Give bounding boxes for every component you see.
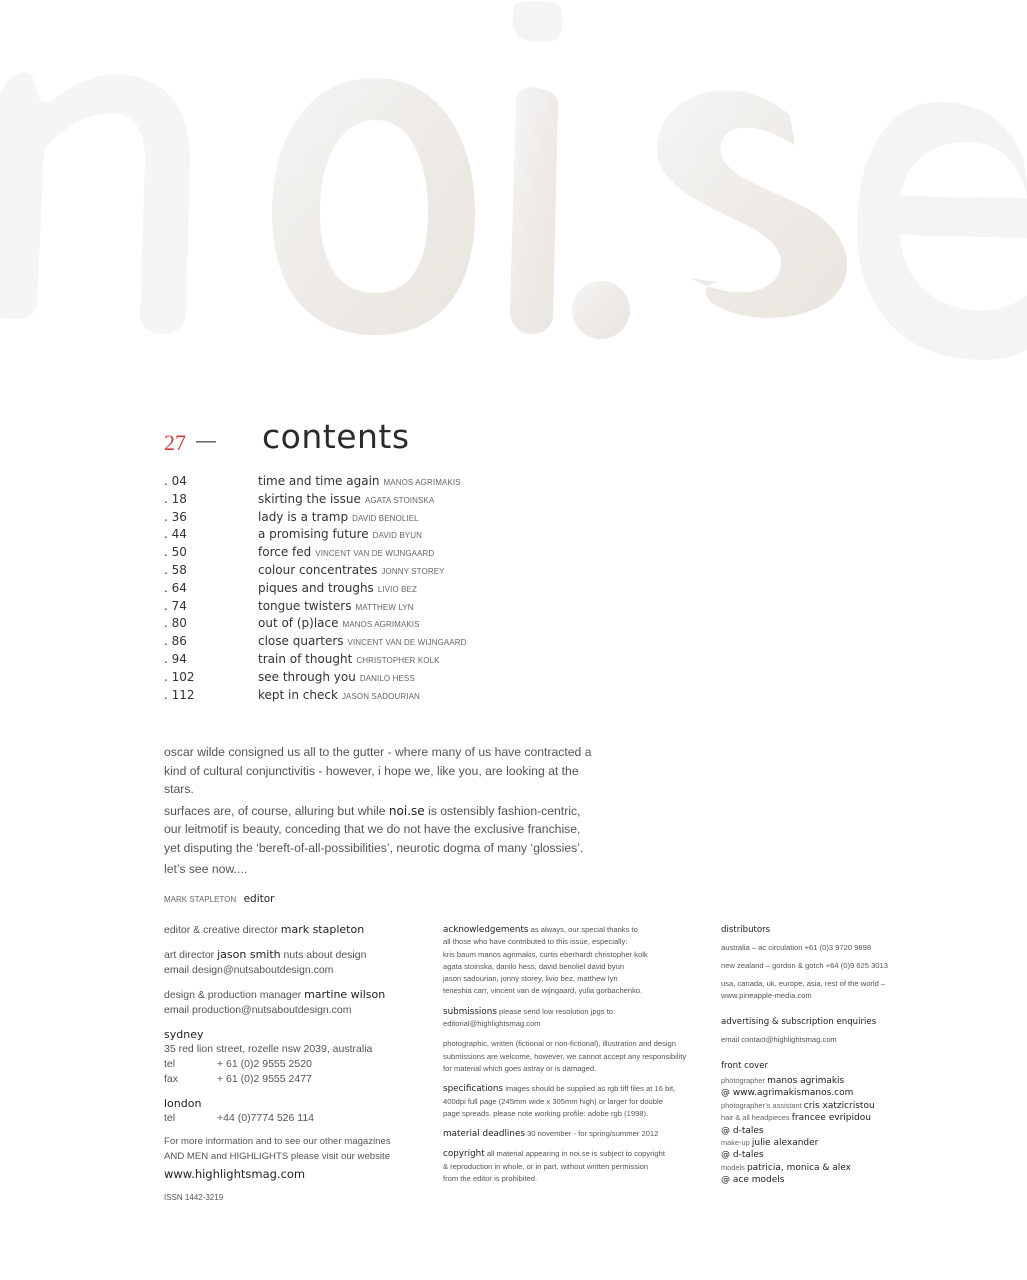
article-author: DANILO HESS bbox=[359, 673, 415, 683]
email-link[interactable]: email production@nutsaboutdesign.com bbox=[164, 1004, 352, 1016]
contents-list bbox=[164, 474, 564, 705]
editor-credit bbox=[164, 922, 434, 938]
submissions bbox=[443, 1006, 718, 1031]
text: For more information and to see our other magazines bbox=[164, 1136, 391, 1147]
editor-signoff bbox=[164, 889, 624, 910]
credit-agency: @ ace models bbox=[721, 1175, 785, 1186]
list-item[interactable] bbox=[164, 492, 564, 510]
article-title: force fed bbox=[258, 545, 312, 560]
heading: acknowledgements bbox=[443, 925, 529, 935]
credit-line bbox=[721, 1162, 921, 1174]
name: mark stapleton bbox=[280, 923, 365, 936]
article-author: JASON SADOURIAN bbox=[341, 691, 420, 701]
article-title: piques and troughs bbox=[258, 580, 374, 595]
distribution-column bbox=[721, 924, 921, 1187]
name: jason smith bbox=[217, 948, 281, 961]
article-title: a promising future bbox=[258, 527, 369, 542]
list-item[interactable] bbox=[164, 545, 564, 563]
text: yet disputing the ‘bereft-of-all-possibilities’, neurotic dogma of many ‘glossies’. bbox=[164, 840, 584, 855]
page-number: . 64 bbox=[164, 580, 187, 595]
article-title: see through you bbox=[258, 669, 356, 684]
list-item[interactable] bbox=[164, 474, 564, 492]
credit-line bbox=[721, 1174, 921, 1186]
text: & reproduction in whole, or in part, without written permission bbox=[443, 1161, 649, 1171]
page-number: . 112 bbox=[164, 687, 195, 702]
website-link[interactable]: www.highlightsmag.com bbox=[164, 1167, 306, 1181]
distributor-australia: australia – ac circulation +61 (0)3 9720 9898 bbox=[721, 943, 872, 952]
article-author: MANOS AGRIMAKIS bbox=[342, 620, 420, 630]
article-author: CHRISTOPHER KOLK bbox=[356, 655, 440, 665]
email-link[interactable]: email design@nutsaboutdesign.com bbox=[164, 964, 334, 976]
name: martine wilson bbox=[304, 988, 386, 1001]
heading: specifications bbox=[443, 1084, 504, 1095]
issue-number: 27 bbox=[164, 430, 186, 455]
article-author: VINCENT VAN DE WIJNGAARD bbox=[347, 638, 467, 648]
front-cover-credits bbox=[721, 1075, 921, 1187]
text: all material appearing in noi.se is subject to copyright bbox=[486, 1149, 665, 1159]
credit-line bbox=[721, 1125, 921, 1137]
list-item[interactable] bbox=[164, 688, 564, 706]
material-deadlines bbox=[443, 1128, 718, 1140]
page-number: . 86 bbox=[164, 634, 187, 649]
article-author: DAVID BENOLIEL bbox=[352, 513, 419, 523]
text: kris baum manos agrimakis, curtis eberhardt christopher kolk bbox=[443, 949, 648, 959]
text: usa, canada, uk, europe, asia, rest of the world – bbox=[721, 979, 886, 988]
credit-line bbox=[721, 1112, 921, 1124]
email-link[interactable]: editorial@highlightsmag.com bbox=[443, 1019, 541, 1029]
article-title: out of (p)lace bbox=[258, 616, 339, 631]
article-author: MATTHEW LYN bbox=[355, 602, 414, 612]
text: as always, our special thanks to bbox=[530, 925, 638, 934]
list-item[interactable] bbox=[164, 652, 564, 670]
editor-role: editor bbox=[243, 892, 275, 905]
article-author: MANOS AGRIMAKIS bbox=[383, 478, 461, 487]
text: for material which goes astray or is damaged. bbox=[443, 1063, 597, 1073]
article-title: kept in check bbox=[258, 687, 338, 702]
text: submissions are welcome, however, we cannot accept any responsibility bbox=[443, 1051, 687, 1061]
page-number: . 18 bbox=[164, 491, 187, 506]
article-title: skirting the issue bbox=[258, 491, 361, 506]
text: photographic, written (fictional or non-fictional), illustration and design bbox=[443, 1039, 676, 1049]
page-number: . 04 bbox=[164, 474, 187, 488]
more-info bbox=[164, 1135, 434, 1164]
text: images should be supplied as rgb tiff files at 16 bit, bbox=[505, 1084, 676, 1094]
credit-agency: @ d-tales bbox=[721, 1150, 764, 1161]
advertising-heading: advertising & subscription enquiries bbox=[721, 1017, 877, 1027]
editorial-paragraph-1: oscar wilde consigned us all to the gutter - where many of us have contracted a kind of cultural conjunctivitis - however, i hope we, like you, are looking at the stars. bbox=[164, 745, 592, 796]
page-title: contents bbox=[262, 417, 410, 456]
credit-line bbox=[721, 1137, 921, 1149]
issue-dash: — bbox=[196, 430, 216, 452]
sydney-office bbox=[164, 1027, 434, 1087]
credit-link[interactable]: @ www.agrimakismanos.com bbox=[721, 1088, 854, 1099]
list-item[interactable] bbox=[164, 563, 564, 581]
issn: ISSN 1442-3219 bbox=[164, 1193, 224, 1202]
article-author: VINCENT VAN DE WIJNGAARD bbox=[315, 549, 435, 559]
production-credit bbox=[164, 987, 434, 1018]
label: tel bbox=[164, 1058, 176, 1070]
page-number: . 58 bbox=[164, 562, 187, 577]
article-author: AGATA STOINSKA bbox=[364, 495, 435, 505]
info-column bbox=[443, 924, 718, 1193]
credit-role: photographer’s assistant bbox=[721, 1100, 802, 1110]
page-number: . 94 bbox=[164, 651, 187, 666]
list-item[interactable] bbox=[164, 670, 564, 688]
phone: + 61 (0)2 9555 2520 bbox=[217, 1058, 312, 1070]
credit-name: manos agrimakis bbox=[767, 1076, 845, 1086]
website-link[interactable]: www.pineapple-media.com bbox=[721, 991, 812, 1000]
list-item[interactable] bbox=[164, 634, 564, 652]
credit-role: models bbox=[721, 1162, 745, 1172]
art-director-credit bbox=[164, 947, 434, 978]
editorial-paragraph-2 bbox=[164, 802, 624, 858]
noise-logo-artwork bbox=[0, 0, 1027, 380]
editorial-paragraph-3: let’s see now.... bbox=[164, 862, 248, 876]
article-author: DAVID BYUN bbox=[372, 531, 422, 541]
text: surfaces are, of course, alluring but while bbox=[164, 803, 389, 818]
article-title: lady is a tramp bbox=[258, 509, 349, 524]
list-item[interactable] bbox=[164, 616, 564, 634]
credit-name: cris xatzicristou bbox=[803, 1100, 875, 1111]
article-title: time and time again bbox=[258, 474, 380, 488]
masthead-column bbox=[164, 922, 434, 1205]
credit-role: photographer bbox=[721, 1076, 765, 1085]
london-office bbox=[164, 1096, 434, 1126]
page-number: . 50 bbox=[164, 545, 187, 560]
hero-wordmark bbox=[0, 0, 1027, 380]
text: from the editor is prohibited. bbox=[443, 1174, 538, 1184]
article-title: close quarters bbox=[258, 634, 344, 649]
credit-role: make-up bbox=[721, 1138, 750, 1148]
credit-line bbox=[721, 1149, 921, 1161]
credit-name: julie alexander bbox=[751, 1138, 819, 1149]
heading: submissions bbox=[443, 1006, 497, 1017]
page-number: . 102 bbox=[164, 669, 195, 684]
page-number: . 74 bbox=[164, 598, 187, 613]
text: jason sadourian, jonny storey, livio bez, matthew lyn bbox=[443, 974, 618, 984]
page-number: . 80 bbox=[164, 616, 187, 631]
text: page spreads. please note working profile: adobe rgb (1998). bbox=[443, 1108, 649, 1118]
acknowledgements bbox=[443, 924, 718, 998]
label: art director bbox=[164, 949, 215, 961]
list-item[interactable] bbox=[164, 581, 564, 599]
credit-role: hair & all headpieces bbox=[721, 1113, 790, 1123]
label: editor & creative director bbox=[164, 924, 278, 936]
distributor-new-zealand: new zealand – gordon & gotch +64 (0)9 625 3013 bbox=[721, 961, 888, 970]
label: fax bbox=[164, 1073, 179, 1085]
text: please send low resolution jpgs to: bbox=[499, 1006, 616, 1016]
copyright bbox=[443, 1148, 718, 1185]
article-title: train of thought bbox=[258, 651, 353, 666]
article-title: tongue twisters bbox=[258, 598, 352, 613]
article-author: JONNY STOREY bbox=[381, 566, 445, 576]
text: agata stoinska, danilo hess, david benoliel david byun bbox=[443, 961, 625, 971]
credit-line bbox=[721, 1075, 921, 1087]
submission-policy bbox=[443, 1038, 718, 1075]
credit-agency: @ d-tales bbox=[721, 1125, 764, 1136]
editor-name: MARK STAPLETON bbox=[164, 894, 237, 904]
text: 30 november - for spring/summer 2012 bbox=[527, 1129, 659, 1139]
credit-name: patricia, monica & alex bbox=[746, 1162, 851, 1173]
specifications bbox=[443, 1083, 718, 1120]
label: tel bbox=[164, 1112, 176, 1124]
phone: +44 (0)7774 526 114 bbox=[217, 1112, 315, 1124]
city-heading: london bbox=[164, 1097, 202, 1110]
page-number: . 44 bbox=[164, 527, 187, 542]
heading: copyright bbox=[443, 1149, 485, 1160]
label: design & production manager bbox=[164, 989, 302, 1001]
credit-name: francee evripidou bbox=[791, 1113, 871, 1124]
list-item[interactable] bbox=[164, 527, 564, 545]
text: all those who have contributed to this issue, especially: bbox=[443, 937, 628, 947]
text: 400dpi full page (245mm wide x 305mm high) or larger for double bbox=[443, 1096, 663, 1106]
credit-line bbox=[721, 1100, 921, 1112]
distributors-heading: distributors bbox=[721, 925, 771, 935]
text: our leitmotif is beauty, conceding that we do not have the exclusive franchise, bbox=[164, 822, 581, 836]
text: is ostensibly fashion-centric, bbox=[424, 803, 581, 818]
article-title: colour concentrates bbox=[258, 562, 378, 577]
brand-name: noi.se bbox=[388, 803, 425, 818]
list-item[interactable] bbox=[164, 599, 564, 617]
page-number: . 36 bbox=[164, 509, 187, 524]
distributor-rest-of-world bbox=[721, 978, 921, 1002]
list-item[interactable] bbox=[164, 510, 564, 528]
text: AND MEN and HIGHLIGHTS please visit our website bbox=[164, 1150, 391, 1162]
text: teneshia carr, vincent van de wijngaard, yulia gorbachenko. bbox=[443, 986, 643, 996]
city-heading: sydney bbox=[164, 1028, 204, 1041]
address: 35 red lion street, rozelle nsw 2039, australia bbox=[164, 1043, 373, 1055]
fax: + 61 (0)2 9555 2477 bbox=[217, 1073, 312, 1085]
heading: material deadlines bbox=[443, 1129, 525, 1140]
advertising-email-link[interactable]: email contact@highlightsmag.com bbox=[721, 1035, 837, 1044]
editorial-letter bbox=[164, 743, 624, 909]
article-author: LIVIO BEZ bbox=[377, 584, 417, 594]
credit-line bbox=[721, 1087, 921, 1099]
front-cover-heading: front cover bbox=[721, 1061, 769, 1071]
company: nuts about design bbox=[283, 949, 367, 961]
